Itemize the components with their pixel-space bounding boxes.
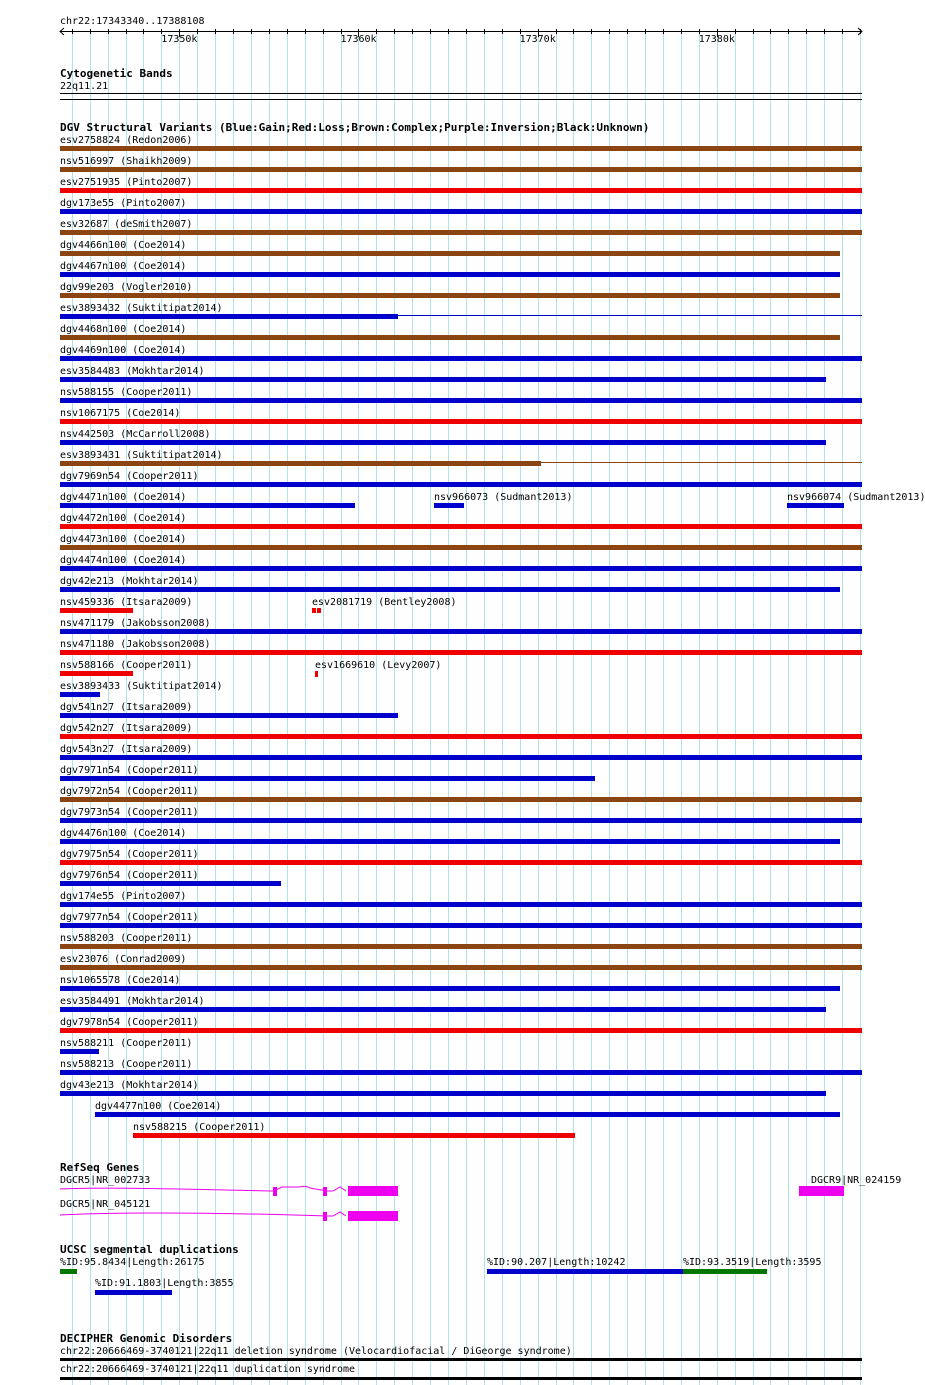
variant-label[interactable]: nsv459336 (Itsara2009)	[60, 597, 193, 608]
variant-label[interactable]: esv2751935 (Pinto2007)	[60, 177, 193, 188]
decipher-item-bar[interactable]	[60, 1377, 862, 1380]
variant-label[interactable]: dgv541n27 (Itsara2009)	[60, 702, 193, 713]
variant-label[interactable]: dgv4468n100 (Coe2014)	[60, 324, 187, 335]
variant-label[interactable]: nsv588203 (Cooper2011)	[60, 933, 193, 944]
gene-intron	[60, 1212, 346, 1216]
decipher-item-label[interactable]: chr22:20666469-3740121|22q11 deletion syndrome (Velocardiofacial / DiGeorge syndrome)	[60, 1346, 572, 1357]
variant-label[interactable]: esv23076 (Conrad2009)	[60, 954, 187, 965]
variant-label[interactable]: esv3584491 (Mokhtar2014)	[60, 996, 205, 1007]
segdup-label[interactable]: %ID:91.1803|Length:3855	[95, 1278, 234, 1289]
segdup-label[interactable]: %ID:90.207|Length:10242	[487, 1257, 626, 1268]
dgv-track-title: DGV Structural Variants (Blue:Gain;Red:Loss;Brown:Complex;Purple:Inversion;Black:Unknown)	[60, 121, 650, 134]
cytoband-label: 22q11.21	[60, 81, 109, 92]
variant-label[interactable]: dgv99e203 (Vogler2010)	[60, 282, 193, 293]
gene-exon	[323, 1187, 327, 1196]
region-label: chr22:17343340..17388108	[60, 16, 205, 27]
variant-label[interactable]: dgv7969n54 (Cooper2011)	[60, 471, 199, 482]
segdup-label[interactable]: %ID:95.8434|Length:26175	[60, 1257, 205, 1268]
variant-label[interactable]: esv3893431 (Suktitipat2014)	[60, 450, 223, 461]
variant-label[interactable]: dgv173e55 (Pinto2007)	[60, 198, 187, 209]
variant-label[interactable]: dgv7978n54 (Cooper2011)	[60, 1017, 199, 1028]
variant-label[interactable]: nsv588213 (Cooper2011)	[60, 1059, 193, 1070]
decipher-track-title: DECIPHER Genomic Disorders	[60, 1332, 233, 1345]
variant-label[interactable]: nsv516997 (Shaikh2009)	[60, 156, 193, 167]
segdup-track-title: UCSC segmental duplications	[60, 1243, 239, 1256]
variant-label[interactable]: esv3893433 (Suktitipat2014)	[60, 681, 223, 692]
variant-label[interactable]: dgv4467n100 (Coe2014)	[60, 261, 187, 272]
decipher-item-label[interactable]: chr22:20666469-3740121|22q11 duplication syndrome	[60, 1364, 356, 1375]
gene-label[interactable]: DGCR5|NR_002733	[60, 1175, 151, 1186]
gene-intron	[60, 1186, 346, 1191]
variant-label[interactable]: dgv7977n54 (Cooper2011)	[60, 912, 199, 923]
variant-label[interactable]: nsv966073 (Sudmant2013)	[434, 492, 573, 503]
variant-label[interactable]: dgv4476n100 (Coe2014)	[60, 828, 187, 839]
variant-label[interactable]: dgv4469n100 (Coe2014)	[60, 345, 187, 356]
variant-label[interactable]: dgv7975n54 (Cooper2011)	[60, 849, 199, 860]
variant-label[interactable]: esv3893432 (Suktitipat2014)	[60, 303, 223, 314]
segdup-label[interactable]: %ID:93.3519|Length:3595	[683, 1257, 822, 1268]
variant-label[interactable]: nsv588166 (Cooper2011)	[60, 660, 193, 671]
gene-label[interactable]: DGCR9|NR_024159	[811, 1175, 902, 1186]
gene-label[interactable]: DGCR5|NR_045121	[60, 1199, 151, 1210]
variant-label[interactable]: nsv966074 (Sudmant2013)	[787, 492, 925, 503]
variant-label[interactable]: dgv4474n100 (Coe2014)	[60, 555, 187, 566]
gene-exon	[348, 1186, 398, 1196]
variant-label[interactable]: dgv174e55 (Pinto2007)	[60, 891, 187, 902]
variant-label[interactable]: dgv42e213 (Mokhtar2014)	[60, 576, 199, 587]
segdup-bar[interactable]	[683, 1269, 767, 1274]
variant-label[interactable]: esv1669610 (Levy2007)	[315, 660, 442, 671]
variant-label[interactable]: dgv4472n100 (Coe2014)	[60, 513, 187, 524]
variant-label[interactable]: dgv4477n100 (Coe2014)	[95, 1101, 222, 1112]
variant-label[interactable]: nsv1065578 (Coe2014)	[60, 975, 181, 986]
ruler-tick-label: 17350k	[161, 34, 198, 45]
variant-label[interactable]: esv2081719 (Bentley2008)	[312, 597, 457, 608]
variant-label[interactable]: esv32687 (deSmith2007)	[60, 219, 193, 230]
variant-label[interactable]: esv2758824 (Redon2006)	[60, 135, 193, 146]
variant-label[interactable]: dgv43e213 (Mokhtar2014)	[60, 1080, 199, 1091]
variant-label[interactable]: dgv4473n100 (Coe2014)	[60, 534, 187, 545]
ruler-tick-label: 17380k	[698, 34, 735, 45]
variant-label[interactable]: dgv7972n54 (Cooper2011)	[60, 786, 199, 797]
variant-label[interactable]: dgv4466n100 (Coe2014)	[60, 240, 187, 251]
variant-label[interactable]: dgv542n27 (Itsara2009)	[60, 723, 193, 734]
gene-exon	[273, 1187, 277, 1196]
decipher-item-bar[interactable]	[60, 1358, 862, 1361]
variant-label[interactable]: nsv588211 (Cooper2011)	[60, 1038, 193, 1049]
variant-label[interactable]: nsv588155 (Cooper2011)	[60, 387, 193, 398]
refseq-track-title: RefSeq Genes	[60, 1161, 140, 1174]
gene-exon	[323, 1212, 327, 1221]
segdup-bar[interactable]	[487, 1269, 683, 1274]
variant-label[interactable]: dgv7976n54 (Cooper2011)	[60, 870, 199, 881]
ruler-tick-label: 17370k	[519, 34, 556, 45]
variant-label[interactable]: nsv442503 (McCarroll2008)	[60, 429, 211, 440]
variant-label[interactable]: nsv1067175 (Coe2014)	[60, 408, 181, 419]
cytobands-title: Cytogenetic Bands	[60, 67, 173, 80]
ruler-tick-label: 17360k	[340, 34, 377, 45]
variant-label[interactable]: esv3584483 (Mokhtar2014)	[60, 366, 205, 377]
variant-label[interactable]: dgv7971n54 (Cooper2011)	[60, 765, 199, 776]
variant-label[interactable]: dgv543n27 (Itsara2009)	[60, 744, 193, 755]
segdup-bar[interactable]	[95, 1290, 172, 1295]
gene-exon	[348, 1211, 398, 1221]
variant-label[interactable]: nsv471180 (Jakobsson2008)	[60, 639, 211, 650]
segdup-bar[interactable]	[60, 1269, 77, 1274]
variant-label[interactable]: dgv7973n54 (Cooper2011)	[60, 807, 199, 818]
variant-label[interactable]: dgv4471n100 (Coe2014)	[60, 492, 187, 503]
variant-label[interactable]: nsv588215 (Cooper2011)	[133, 1122, 266, 1133]
gene-exon	[799, 1186, 844, 1196]
variant-label[interactable]: nsv471179 (Jakobsson2008)	[60, 618, 211, 629]
